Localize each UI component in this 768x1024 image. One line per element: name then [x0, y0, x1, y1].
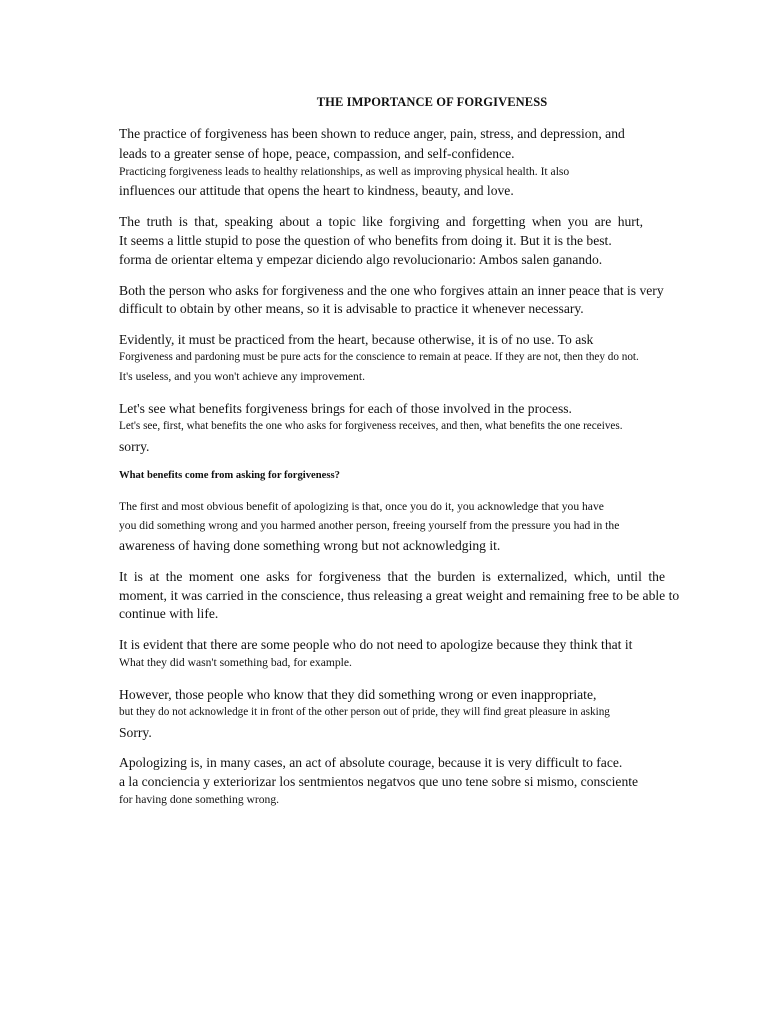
text-line: awareness of having done something wrong but not acknowledging it.: [119, 538, 501, 553]
text-line: The first and most obvious benefit of apologizing is that, once you do it, you acknowledge that you have: [119, 500, 604, 513]
section-heading: What benefits come from asking for forgiveness?: [119, 470, 340, 481]
text-line: leads to a greater sense of hope, peace, compassion, and self-confidence.: [119, 146, 515, 161]
text-line: What they did wasn't something bad, for example.: [119, 656, 352, 669]
text-line: but they do not acknowledge it in front of the other person out of pride, they will find great pleasure in asking: [119, 706, 610, 718]
text-line: Let's see, first, what benefits the one who asks for forgiveness receives, and then, what benefits the one receives.: [119, 420, 623, 432]
text-line: The truth is that, speaking about a topic like forgiving and forgetting when you are hurt,: [119, 214, 643, 229]
text-line: Sorry.: [119, 725, 152, 740]
text-line: Let's see what benefits forgiveness brings for each of those involved in the process.: [119, 401, 572, 416]
text-line: Apologizing is, in many cases, an act of absolute courage, because it is very difficult to face.: [119, 755, 623, 770]
text-line: continue with life.: [119, 606, 219, 621]
text-line: difficult to obtain by other means, so it is advisable to practice it whenever necessary.: [119, 301, 584, 316]
text-line: The practice of forgiveness has been shown to reduce anger, pain, stress, and depression, and: [119, 126, 625, 141]
text-line: for having done something wrong.: [119, 793, 280, 806]
text-line: sorry.: [119, 439, 150, 454]
text-line: influences our attitude that opens the heart to kindness, beauty, and love.: [119, 183, 514, 198]
text-line: Practicing forgiveness leads to healthy relationships, as well as improving physical health. It also: [119, 165, 570, 178]
text-line: However, those people who know that they did something wrong or even inappropriate,: [119, 687, 597, 702]
text-line: It seems a little stupid to pose the question of who benefits from doing it. But it is the best.: [119, 233, 612, 248]
text-line: you did something wrong and you harmed another person, freeing yourself from the pressure you had in the: [119, 519, 620, 532]
text-line: It is at the moment one asks for forgiveness that the burden is externalized, which, until the: [119, 569, 665, 584]
text-line: Forgiveness and pardoning must be pure acts for the conscience to remain at peace. If they are not, then they do not.: [119, 351, 639, 363]
text-line: moment, it was carried in the conscience, thus releasing a great weight and remaining free to be able to: [119, 588, 680, 603]
text-line: Evidently, it must be practiced from the heart, because otherwise, it is of no use. To ask: [119, 332, 594, 347]
document-title: THE IMPORTANCE OF FORGIVENESS: [316, 95, 548, 109]
text-line: It is evident that there are some people who do not need to apologize because they think that it: [119, 637, 633, 652]
text-line: forma de orientar eltema y empezar diciendo algo revolucionario: Ambos salen ganando.: [119, 252, 603, 267]
text-line: Both the person who asks for forgiveness and the one who forgives attain an inner peace that is very: [119, 283, 664, 298]
text-line: It's useless, and you won't achieve any improvement.: [119, 370, 365, 383]
text-line: a la conciencia y exteriorizar los sentmientos negatvos que uno tene sobre si mismo, consciente: [119, 774, 639, 789]
